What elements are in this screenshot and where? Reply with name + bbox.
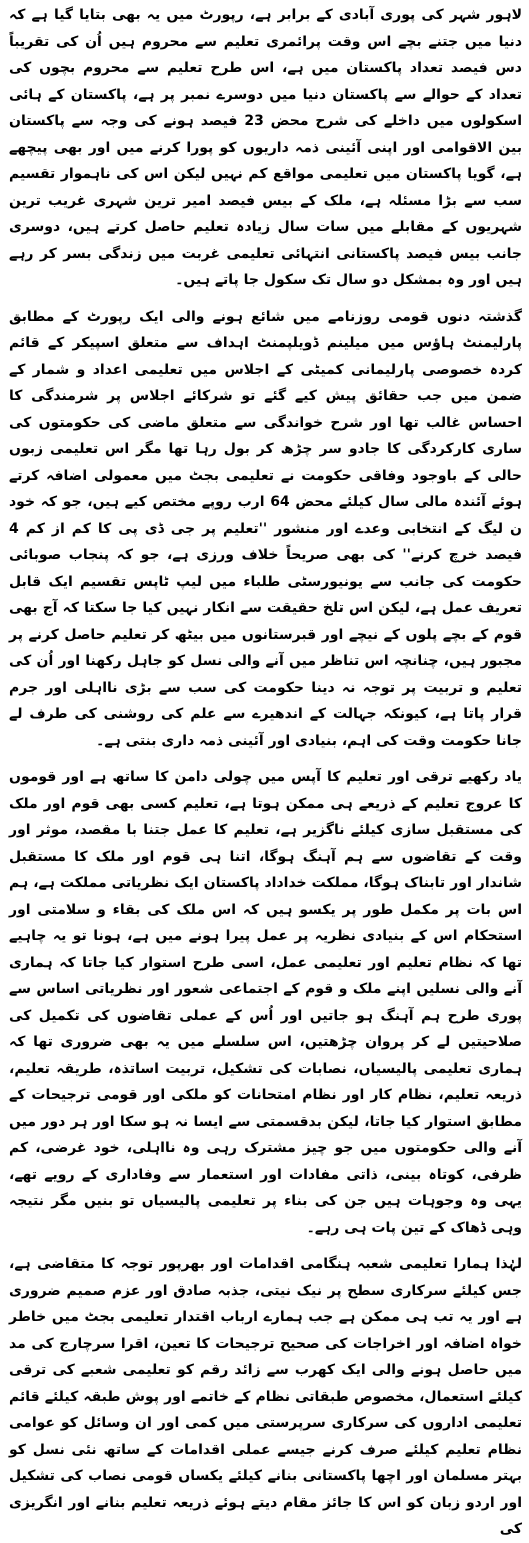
article-paragraph-2: گذشتہ دنوں قومی روزنامے میں شائع ہونے والی ایک رپورٹ کے مطابق پارلیمنٹ ہاؤس میں میلینم ڈویلپمنٹ اہداف سے متعلق اسپیکر کے قائم کردہ خصوصی پارلیمانی کمیٹی کے اجلاس میں تعلیمی اعداد و شمار کے ضمن میں جب حقائق پیش کیے گئے تو شرکائے اجلاس پر شرمندگی کا احساس غالب تھا اور شرح خواندگی سے متعلق ماضی کی حکومتوں کی ساری کارکردگی کا جادو سر چڑھ کر بول رہا تھا مگر اس تعلیمی زبوں حالی کے باوجود وفاقی حکومت نے تعلیمی بجٹ میں معمولی اضافہ کرتے ہوئے آئندہ مالی سال کیلئے محض 64 ارب روپے مختص کیے ہیں، جو کہ خود ن لیگ کے انتخابی وعدے اور منشور ''تعلیم پر جی ڈی پی کا کم از کم 4 فیصد خرچ کرنے'' کی بھی صریحاً خلاف ورزی ہے، جو کہ پنجاب صوبائی حکومت کی جانب سے یونیورسٹی طلباء میں لیپ ٹاپس تقسیم ایک قابل تعریف عمل ہے، لیکن اس تلخ حقیقت سے انکار نہیں کیا جا سکتا کہ آج بھی قوم کے بچے پلوں کے نیچے اور قبرستانوں میں بیٹھ کر تعلیم حاصل کرنے پر مجبور ہیں، چنانچہ اس تناظر میں آنے والی نسل کو جاہل رکھنا اور اُن کی تعلیم و تربیت پر توجہ نہ دینا حکومت کی سب سے بڑی نااہلی اور جرم قرار پاتا ہے، کیونکہ جہالت کے اندھیرے سے علم کی روشنی کی طرف لے جانا حکومت وقت کی اہم، بنیادی اور آئینی ذمہ داری بنتی ہے۔ [9,308,523,749]
article-paragraph-3: یاد رکھیے ترقی اور تعلیم کا آپس میں چولی دامن کا ساتھ ہے اور قوموں کا عروج تعلیم کے ذریعے ہی ممکن ہوتا ہے، تعلیم کسی بھی قوم اور ملک کی مستقبل سازی کیلئے ناگزیر ہے، تعلیم کا عمل جتنا با مقصد، موثر اور وقت کے تقاضوں سے ہم آہنگ ہوگا، اتنا ہی قوم اور ملک کا مستقبل شاندار اور تابناک ہوگا، مملکت خداداد پاکستان ایک نظریاتی مملکت ہے، ہم اس بات پر مکمل طور پر یکسو ہیں کہ اس ملک کی بقاء و سلامتی اور استحکام اس کے بنیادی نظریہ پر عمل پیرا ہونے میں ہے، ہونا تو یہ چاہیے تھا کہ نظام تعلیم اور تعلیمی عمل، اسی طرح استوار کیا جاتا کہ ہماری آنے والی نسلیں اپنے ملک و قوم کے اجتماعی شعور اور نظریاتی اساس سے پوری طرح ہم آہنگ ہو جاتیں اور اُس کے عملی تقاضوں کی تکمیل کی صلاحیتیں لے کر پروان چڑھتیں، اس سلسلے میں یہ بھی ضروری تھا کہ ہماری تعلیمی پالیسیاں، نصابات کی تشکیل، تربیت اساتذہ، طریقہ تعلیم، ذریعہ تعلیم، نظام کار اور نظام امتحانات کو ملکی اور قومی ترجیحات کے مطابق استوار کیا جاتا، لیکن بدقسمتی سے ایسا نہ ہو سکا اور ہر دور میں آنے والی حکومتوں میں جو چیز مشترک رہی وہ نااہلی، خود غرضی، کم ظرفی، کوتاہ بینی، ذاتی مفادات اور استعمار سے وفاداری کے رویے تھے، یہی وہ وجوہات ہیں جن کی بناء پر تعلیمی پالیسیاں تو بنیں مگر نتیجہ وہی ڈھاک کے تین پات ہی رہے۔ [9,769,522,1236]
article-paragraph-4: لہٰذا ہمارا تعلیمی شعبہ ہنگامی اقدامات اور بھرپور توجہ کا متقاضی ہے، جس کیلئے سرکاری سطح پر نیک نیتی، جذبہ صادق اور عزم صمیم ضروری ہے اور یہ تب ہی ممکن ہے جب ہمارے ارباب اقتدار تعلیمی بجٹ میں خاطر خواہ اضافہ اور اخراجات کی صحیح ترجیحات کا تعین، اقرا سرچارج کی مد میں حاصل ہونے والی ایک کھرب سے زائد رقم کو تعلیمی شعبے کی ترقی کیلئے استعمال، مخصوص طبقاتی نظام کے خاتمے اور پوش طبقہ کیلئے قائم تعلیمی اداروں کی سرکاری سرپرستی میں کمی اور ان وسائل کو عوامی نظام تعلیم کیلئے صرف کرنے جیسے عملی اقدامات کے ساتھ نئی نسل کو بہتر مسلمان اور اچھا پاکستانی بنانے کیلئے یکساں قومی نصاب کی تشکیل اور اردو زبان کو اس کا جائز مقام دیتے ہوئے ذریعہ تعلیم بنانے اور انگریزی کی [9,1256,522,1537]
article-paragraph-1: لاہور شہر کی پوری آبادی کے برابر ہے، رپورٹ میں یہ بھی بتایا گیا ہے کہ دنیا میں جتنے بچے اس وقت پرائمری تعلیم سے محروم ہیں اُن کی تقریباً دس فیصد تعداد پاکستان میں ہے، اس طرح تعلیم سے محروم بچوں کی تعداد کے حوالے سے پاکستان دنیا میں دوسرے نمبر پر ہے، پاکستان کے ہائی اسکولوں میں داخلے کی شرح محض 23 فیصد ہونے کی وجہ سے پاکستان بین الاقوامی اور اپنی آئینی ذمہ داریوں کو پورا کرنے میں اور بھی پیچھے ہے، گویا پاکستان میں تعلیمی مواقع کم نہیں لیکن اس کی ناہموار تقسیم سب سے بڑا مسئلہ ہے، ملک کے بیس فیصد امیر ترین شہری غریب ترین شہریوں کے مقابلے میں سات سال زیادہ تعلیم حاصل کرتے ہیں، دوسری جانب بیس فیصد پاکستانی انتہائی تعلیمی غربت میں زندگی بسر کر رہے ہیں اور وہ بمشکل دو سال تک سکول جا پاتے ہیں۔ [9,7,523,288]
